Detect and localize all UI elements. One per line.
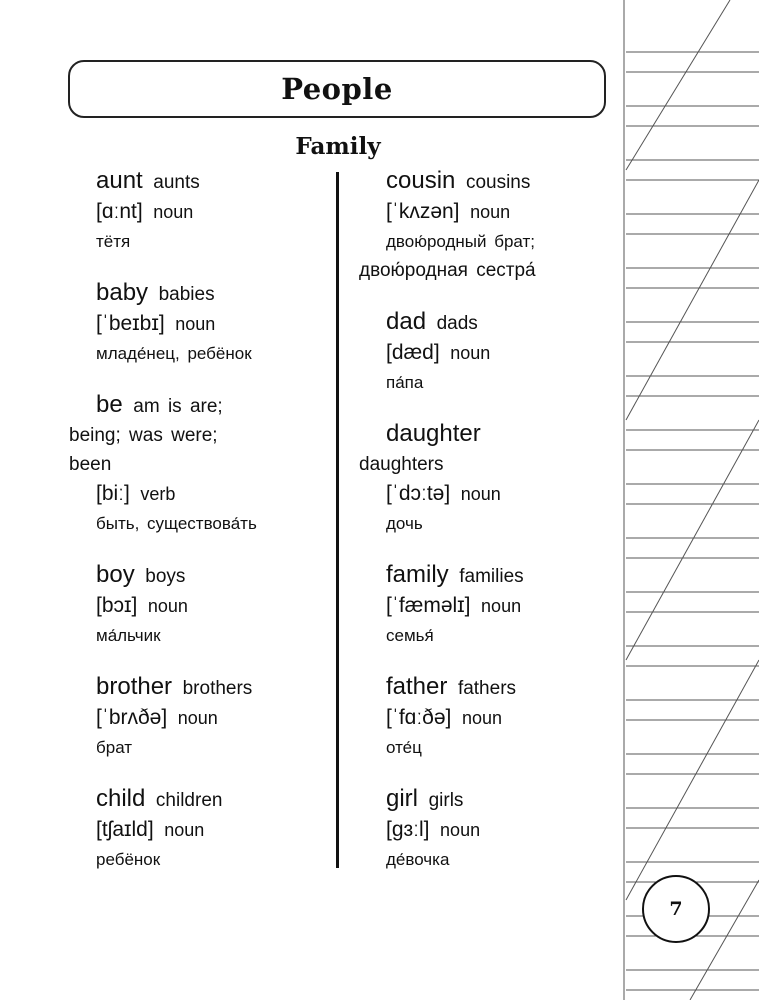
entry-part-of-speech: noun bbox=[175, 314, 216, 334]
entry-forms: families bbox=[459, 566, 524, 587]
entry-translation: тётя bbox=[96, 232, 131, 251]
entry-dad bbox=[386, 307, 490, 397]
entry-word: be bbox=[96, 391, 123, 418]
entry-forms: cousins bbox=[465, 172, 531, 193]
entry-boy bbox=[96, 560, 188, 650]
entry-pronunciation: [ˈbeɪbɪ] bbox=[96, 312, 165, 335]
entry-word: aunt bbox=[96, 167, 143, 194]
entry-forms-continued: being; was were; bbox=[69, 425, 218, 446]
entry-translation: брат bbox=[96, 738, 133, 757]
entry-daughter bbox=[359, 419, 501, 538]
entry-part-of-speech: verb bbox=[140, 484, 176, 504]
entry-forms: children bbox=[155, 790, 223, 811]
entry-translation: семья́ bbox=[386, 626, 434, 645]
entry-translation: ребёнок bbox=[96, 850, 161, 869]
entry-pronunciation: [biː] bbox=[96, 482, 130, 505]
entry-child bbox=[96, 784, 222, 874]
column-divider bbox=[336, 172, 339, 868]
entry-word: family bbox=[386, 561, 449, 588]
entry-part-of-speech: noun bbox=[147, 596, 188, 616]
entry-part-of-speech: noun bbox=[481, 596, 522, 616]
entry-baby bbox=[96, 278, 252, 368]
entry-word: dad bbox=[386, 308, 427, 335]
entry-translation: оте́ц bbox=[386, 738, 422, 757]
entry-pronunciation: [tʃaɪld] bbox=[96, 818, 154, 841]
entry-part-of-speech: noun bbox=[460, 484, 501, 504]
entry-word: daughter bbox=[386, 420, 481, 447]
entry-pronunciation: [bɔɪ] bbox=[96, 594, 138, 617]
entry-word: girl bbox=[386, 785, 419, 812]
entry-forms: dads bbox=[436, 313, 478, 334]
entry-pronunciation: [ˈbrʌðə] bbox=[96, 706, 168, 729]
entry-aunt bbox=[96, 166, 200, 256]
entry-cousin bbox=[359, 166, 536, 285]
entry-father bbox=[386, 672, 516, 762]
entry-forms-continued: been bbox=[69, 454, 112, 475]
page-number-label: 7 bbox=[669, 898, 683, 920]
entry-pronunciation: [ˈfæməlɪ] bbox=[386, 594, 471, 617]
entry-translation: двою́родный брат; bbox=[386, 232, 536, 251]
page-number bbox=[642, 875, 710, 943]
entry-pronunciation: [dæd] bbox=[386, 341, 440, 364]
entry-word: father bbox=[386, 673, 448, 700]
entry-translation: дочь bbox=[386, 514, 423, 533]
entry-part-of-speech: noun bbox=[153, 202, 194, 222]
entry-forms: aunts bbox=[153, 172, 200, 193]
entry-family bbox=[386, 560, 524, 650]
entry-pronunciation: [ɡɜːl] bbox=[386, 818, 430, 841]
entry-brother bbox=[96, 672, 252, 762]
entry-translation: ма́льчик bbox=[96, 626, 161, 645]
entry-word: brother bbox=[96, 673, 173, 700]
entry-part-of-speech: noun bbox=[440, 820, 481, 840]
section-subtitle: Family bbox=[295, 133, 381, 160]
entry-pronunciation: [ɑːnt] bbox=[96, 200, 143, 223]
entry-pronunciation: [ˈfɑːðə] bbox=[386, 706, 452, 729]
entry-part-of-speech: noun bbox=[461, 708, 502, 728]
entry-pronunciation: [ˈkʌzən] bbox=[386, 200, 460, 223]
entry-be bbox=[69, 390, 257, 538]
entry-translation: быть, существова́ть bbox=[96, 514, 257, 533]
entry-word: child bbox=[96, 785, 146, 812]
entry-forms: girls bbox=[428, 790, 464, 811]
entry-part-of-speech: noun bbox=[177, 708, 218, 728]
entry-forms: brothers bbox=[182, 678, 253, 699]
entry-part-of-speech: noun bbox=[164, 820, 205, 840]
entry-forms: boys bbox=[145, 566, 186, 587]
entry-word: boy bbox=[96, 561, 135, 588]
entry-translation: младе́нец, ребёнок bbox=[96, 344, 252, 363]
entry-forms-continued: daughters bbox=[359, 454, 444, 475]
entry-word: baby bbox=[96, 279, 149, 306]
title-box bbox=[68, 60, 606, 118]
entry-part-of-speech: noun bbox=[450, 343, 491, 363]
entry-forms: am is are; bbox=[133, 396, 223, 417]
entry-girl bbox=[386, 784, 480, 874]
entry-translation-continued: двою́родная сестра́ bbox=[359, 260, 536, 281]
entry-word: cousin bbox=[386, 167, 456, 194]
entry-pronunciation: [ˈdɔːtə] bbox=[386, 482, 451, 505]
entry-translation: де́вочка bbox=[386, 850, 450, 869]
entry-translation: па́па bbox=[386, 373, 424, 392]
entry-part-of-speech: noun bbox=[470, 202, 511, 222]
entry-forms: fathers bbox=[457, 678, 517, 699]
page-title: People bbox=[281, 72, 393, 106]
entry-forms: babies bbox=[158, 284, 215, 305]
